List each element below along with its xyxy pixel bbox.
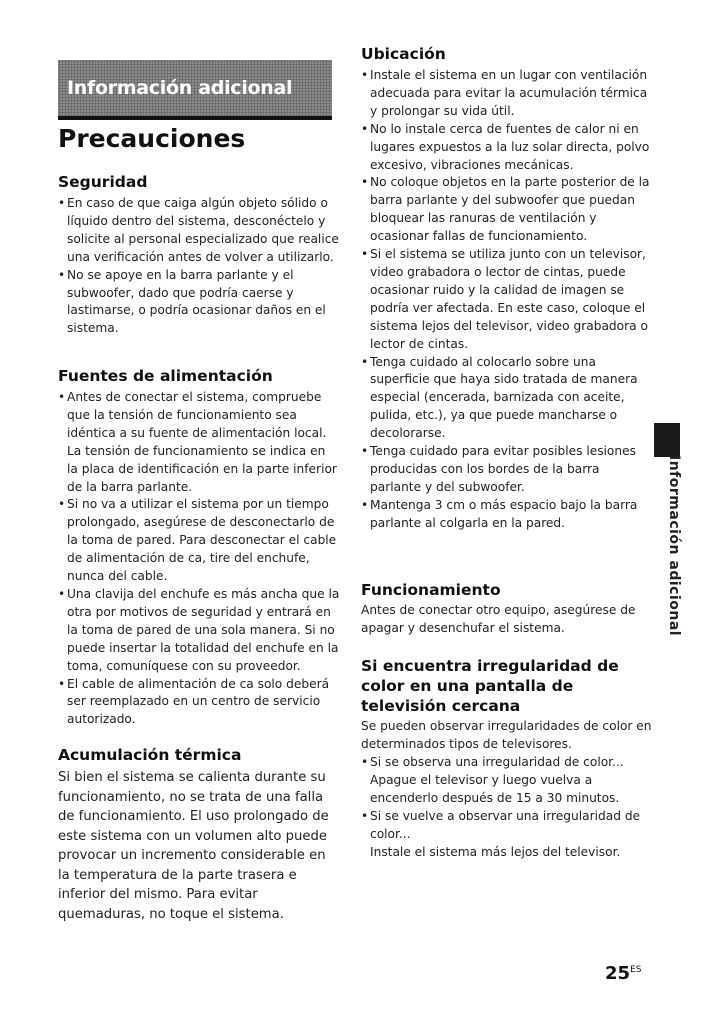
- body-acumulacion: Si bien el sistema se calienta durante su funcionamiento, no se trata de una falla de funcionamiento. El uso prolongado de este sistema con un volumen alto puede provocar un incremento considerable en la temperatura de la parte trasera e inferior del mismo. Para evitar quemaduras, no toque el sistema.: [58, 770, 329, 922]
- heading-fuentes: Fuentes de alimentación: [58, 367, 273, 385]
- list-ubicacion: [361, 67, 653, 533]
- list-item: • Una clavija del enchufe es más ancha que la otra por motivos de seguridad y entrará en la toma de pared de una sola manera. Si no puede insertar la totalidad del enchufe en la toma, comuníquese con su proveedor.: [58, 586, 340, 676]
- heading-acumulacion: Acumulación térmica: [58, 746, 242, 764]
- side-tab-marker: [654, 423, 680, 457]
- heading-funcionamiento: Funcionamiento: [361, 581, 501, 599]
- list-item: • No coloque objetos en la parte posterior de la barra parlante y del subwoofer que puedan bloquear las ranuras de ventilación y ocasionar fallas de funcionamiento.: [361, 174, 653, 246]
- banner-label: Información adicional: [67, 77, 293, 99]
- list-item: • Instale el sistema en un lugar con ventilación adecuada para evitar la acumulación térmica y prolongar su vida útil.: [361, 67, 653, 121]
- page-number: [605, 963, 641, 984]
- list-item: • El cable de alimentación de ca solo deberá ser reemplazado en un centro de servicio autorizado.: [58, 676, 340, 730]
- list-item: • Tenga cuidado para evitar posibles lesiones producidas con los bordes de la barra parlante y del subwoofer.: [361, 443, 653, 497]
- list-item: • Mantenga 3 cm o más espacio bajo la barra parlante al colgarla en la pared.: [361, 497, 653, 533]
- list-item: • No lo instale cerca de fuentes de calor ni en lugares expuestos a la luz solar directa, polvo excesivo, vibraciones mecánicas.: [361, 121, 653, 175]
- side-tab-label: Información adicional: [666, 455, 682, 637]
- list-seguridad: [58, 195, 340, 338]
- heading-ubicacion: Ubicación: [361, 45, 446, 63]
- list-item: • No se apoye en la barra parlante y el subwoofer, dado que podría caerse y lastimarse, o podría ocasionar daños en el sistema.: [58, 267, 340, 339]
- list-irregularidad: [361, 754, 653, 861]
- list-item: • Si se vuelve a observar una irregularidad de color... Instale el sistema más lejos del televisor.: [361, 808, 653, 862]
- list-fuentes: [58, 389, 340, 729]
- intro-irregularidad: Se pueden observar irregularidades de color en determinados tipos de televisores.: [361, 719, 652, 751]
- list-item: • En caso de que caiga algún objeto sólido o líquido dentro del sistema, desconéctelo y solicite al personal especializado que realice una verificación antes de volver a utilizarlo.: [58, 195, 340, 267]
- list-item: • Antes de conectar el sistema, compruebe que la tensión de funcionamiento sea idéntica a su fuente de alimentación local. La tensión de funcionamiento se indica en la placa de identificación en la parte inferior de la barra parlante.: [58, 389, 340, 496]
- list-item: • Si no va a utilizar el sistema por un tiempo prolongado, asegúrese de desconectarlo de la toma de pared. Para desconectar el cable de alimentación de ca, tire del enchufe, nunca del cable.: [58, 496, 340, 586]
- section-banner: [58, 60, 332, 116]
- list-item: • Tenga cuidado al colocarlo sobre una superficie que haya sido tratada de manera especial (encerada, barnizada con aceite, pulida, etc.), ya que puede mancharse o decolorarse.: [361, 354, 653, 444]
- page-number-value: 25: [605, 963, 631, 984]
- heading-irregularidad: Si encuentra irregularidad de color en una pantalla de televisión cercana: [361, 657, 619, 715]
- page-number-suffix: ES: [630, 965, 642, 975]
- page-title: Precauciones: [58, 124, 246, 153]
- list-item: • Si se observa una irregularidad de color... Apague el televisor y luego vuelva a encenderlo después de 15 a 30 minutos.: [361, 754, 653, 808]
- heading-seguridad: Seguridad: [58, 173, 148, 191]
- body-funcionamiento: Antes de conectar otro equipo, asegúrese de apagar y desenchufar el sistema.: [361, 603, 636, 635]
- banner-rule: [58, 116, 332, 120]
- list-item: • Si el sistema se utiliza junto con un televisor, video grabadora o lector de cintas, puede ocasionar ruido y la calidad de imagen se podría ver afectada. En este caso, coloque el sistema lejos del televisor, video grabadora o lector de cintas.: [361, 246, 653, 353]
